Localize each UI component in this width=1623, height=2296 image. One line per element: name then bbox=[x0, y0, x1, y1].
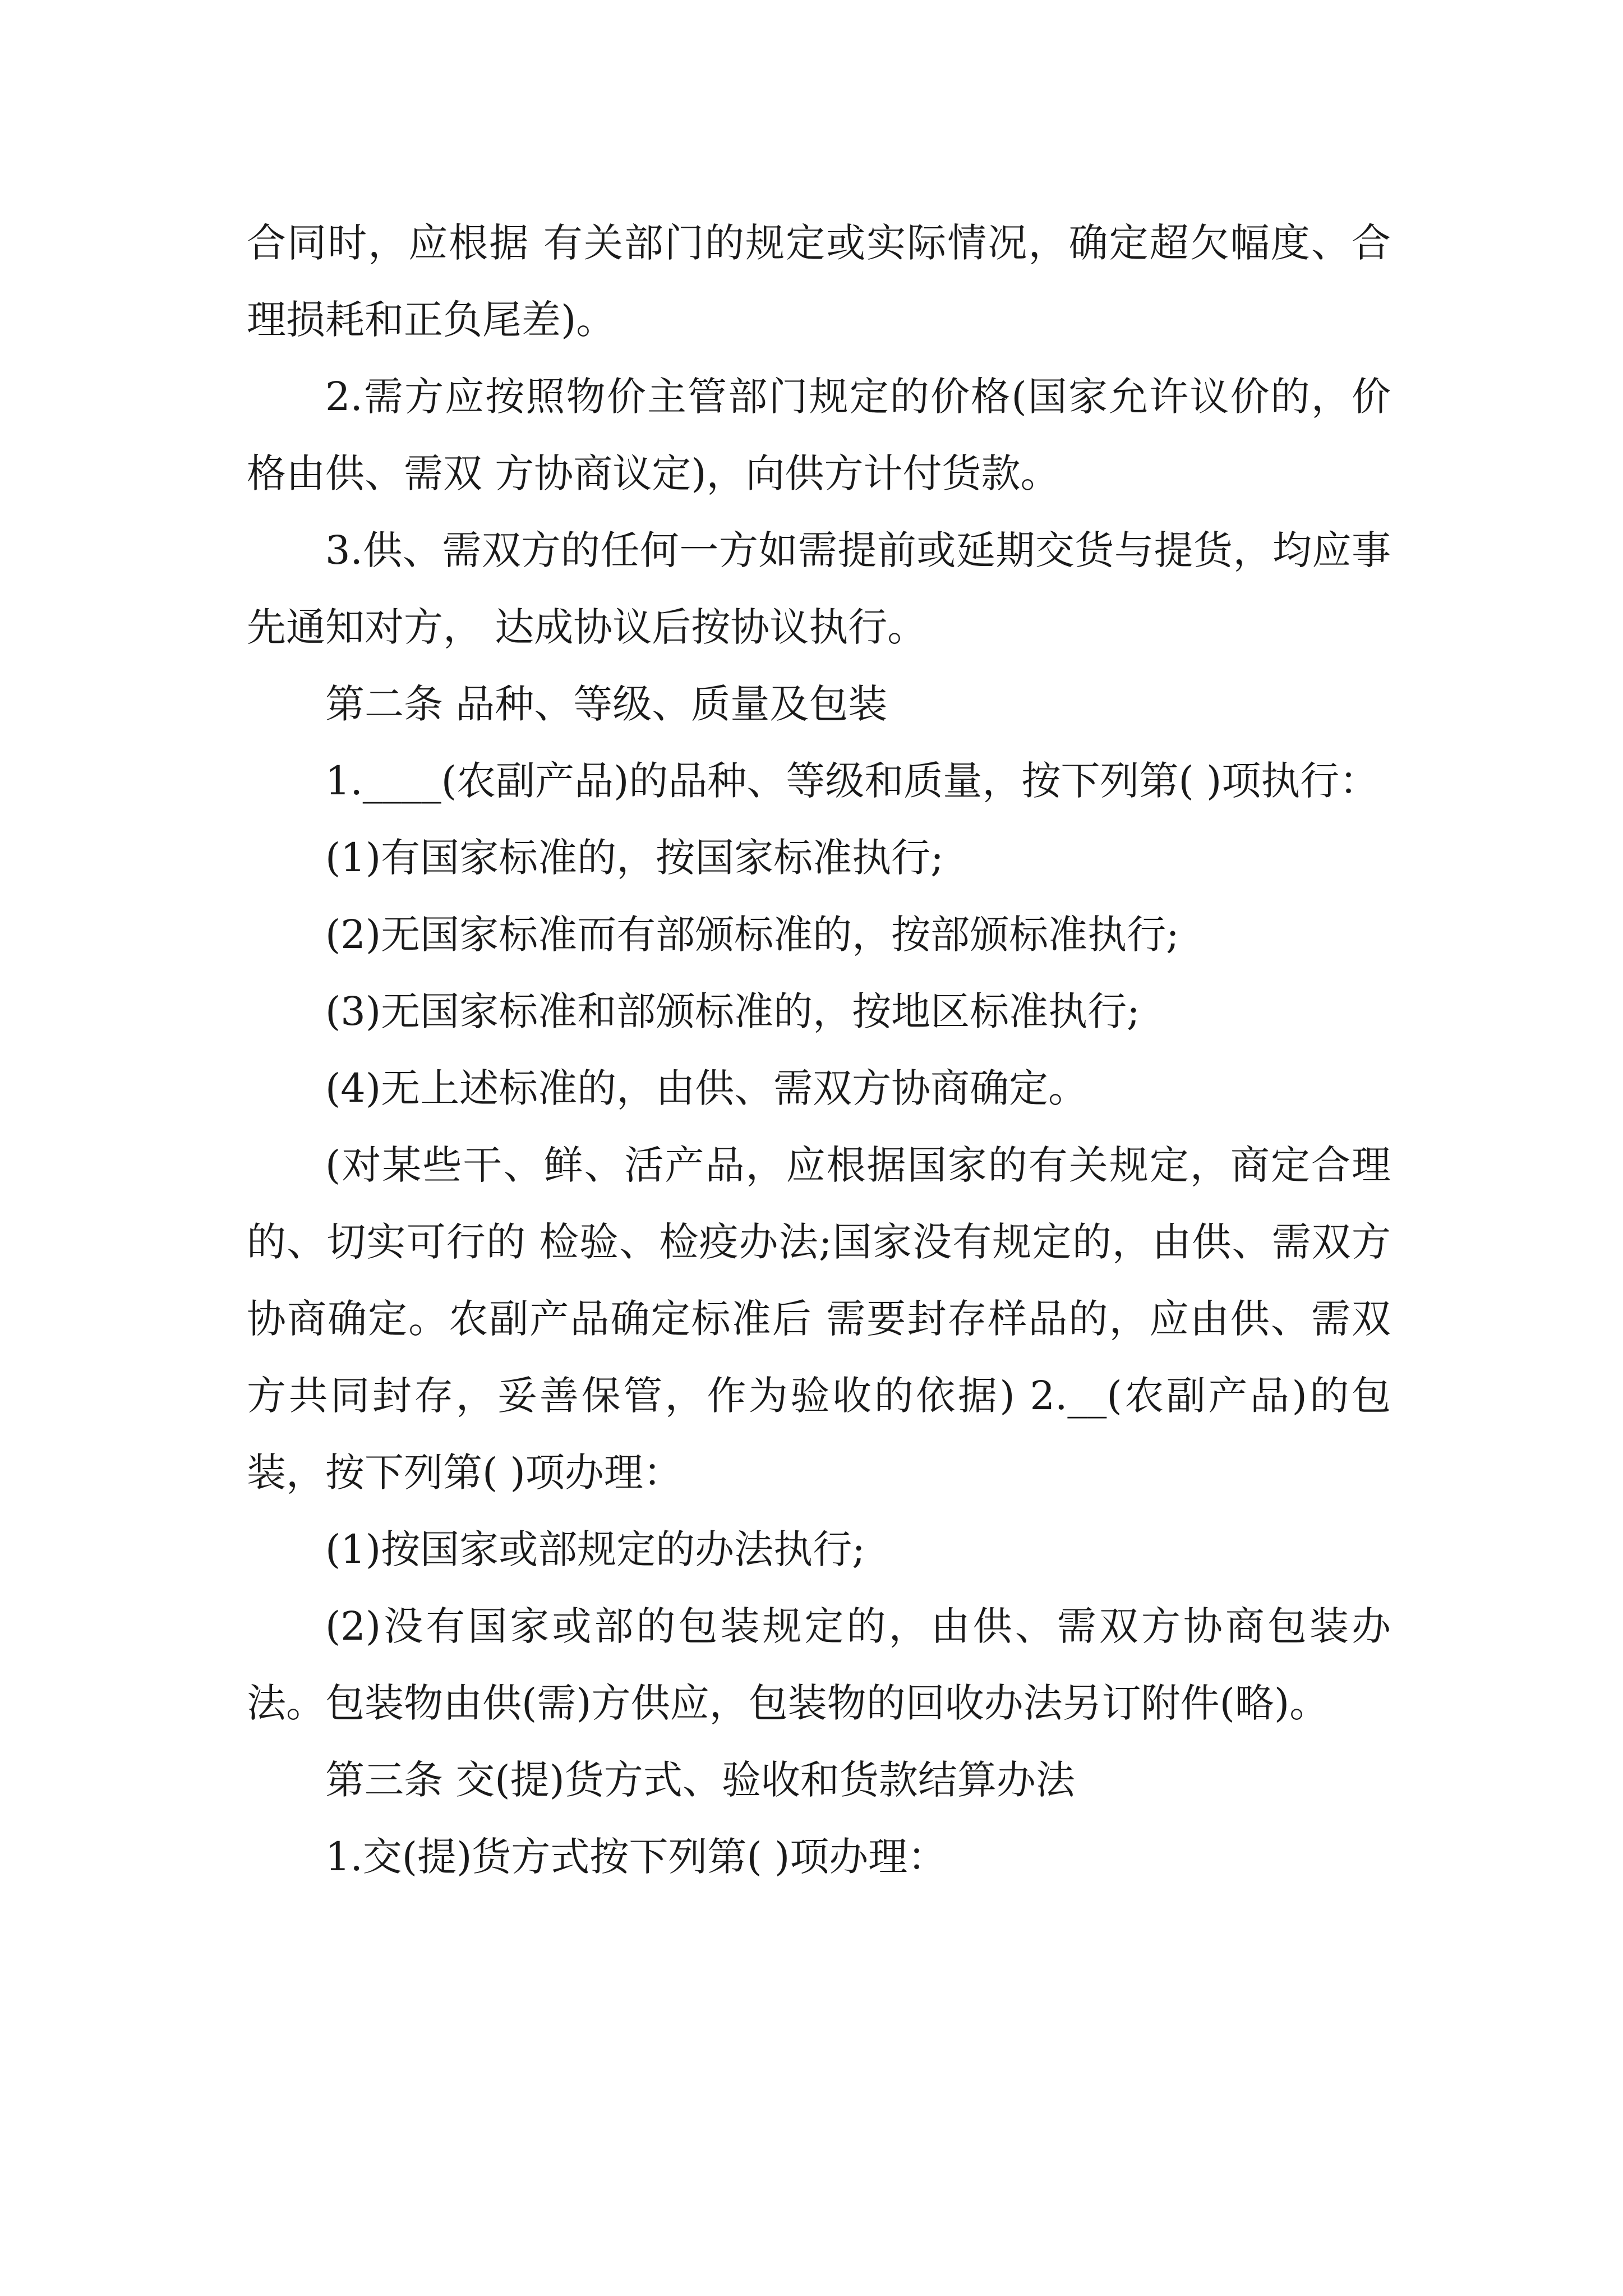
list-item-2: (2)无国家标准而有部颁标准的，按部颁标准执行; bbox=[325, 912, 1179, 958]
document-page bbox=[247, 205, 1391, 1895]
section-heading-article-3: 第三条 交(提)货方式、验收和货款结算办法 bbox=[325, 1757, 1075, 1803]
paragraph-2: 2.需方应按照物价主管部门规定的价格(国家允许议价的，价格由供、需双 方协商议定)，向供方计付货款。 bbox=[247, 374, 1391, 496]
list-item-3: (3)无国家标准和部颁标准的，按地区标准执行; bbox=[325, 988, 1140, 1034]
list-item-4: (4)无上述标准的，由供、需双方协商确定。 bbox=[325, 1065, 1088, 1111]
paragraph-5: 1.____(农副产品)的品种、等级和质量，按下列第( )项执行： bbox=[325, 758, 1379, 804]
packaging-item-1: (1)按国家或部规定的办法执行; bbox=[325, 1526, 865, 1572]
packaging-item-2: (2)没有国家或部的包装规定的，由供、需双方协商包装办法。包装物由供(需)方供应，包装物的回收办法另订附件(略)。 bbox=[247, 1603, 1391, 1726]
paragraph-3: 3.供、需双方的任何一方如需提前或延期交货与提货，均应事先通知对方， 达成协议后按协议执行。 bbox=[247, 527, 1391, 650]
paragraph-14: 1.交(提)货方式按下列第( )项办理： bbox=[325, 1834, 947, 1880]
paragraph-1: 合同时，应根据 有关部门的规定或实际情况，确定超欠幅度、合理损耗和正负尾差)。 bbox=[247, 220, 1391, 343]
section-heading-article-2: 第二条 品种、等级、质量及包装 bbox=[325, 681, 888, 727]
paragraph-10: (对某些干、鲜、活产品，应根据国家的有关规定，商定合理的、切实可行的 检验、检疫办法;国家没有规定的，由供、需双方协商确定。农副产品确定标准后 需要封存样品的，应由供、需双方共同封存，妥善保管，作为验收的依据) 2.__(农副产品)的包装，按下列第( )项办理： bbox=[247, 1142, 1391, 1496]
list-item-1: (1)有国家标准的，按国家标准执行; bbox=[325, 835, 944, 881]
